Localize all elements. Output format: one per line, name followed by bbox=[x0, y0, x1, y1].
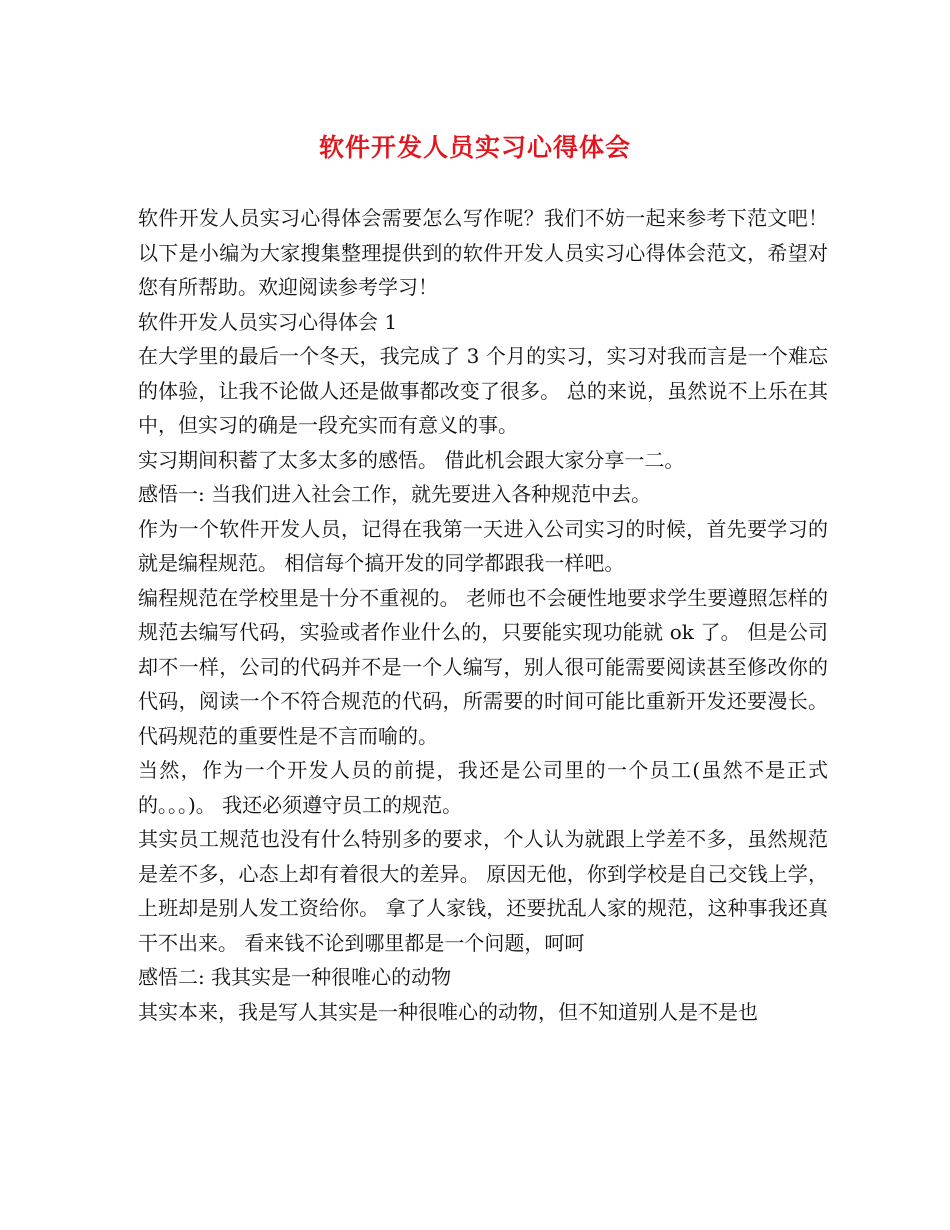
document-title: 软件开发人员实习心得体会 bbox=[318, 133, 631, 162]
paragraph-school-vs-company: 编程规范在学校里是十分不重视的。 老师也不会硬性地要求学生要遵照怎样的规范去编写代码，实验或者作业什么的，只要能实现功能就 ok 了。 但是公司却不一样，公司的代码并不是一个人编写，别人很可能需要阅读甚至修改你的代码，阅读一个不符合规范的代码，所需要的时间可能比重新开发还要漫长。 代码规范的重要性是不言而喻的。 bbox=[138, 585, 828, 748]
insight-two-heading: 感悟二: 我其实是一种很唯心的动物 bbox=[138, 965, 452, 989]
paragraph-idealist: 其实本来，我是写人其实是一种很唯心的动物，但不知道别人是不是也 bbox=[138, 999, 758, 1024]
paragraph-coding-standard: 作为一个软件开发人员，记得在我第一天进入公司实习的时候，首先要学习的就是编程规范。 相信每个搞开发的同学都跟我一样吧。 bbox=[138, 516, 828, 575]
insight-one-heading: 感悟一: 当我们进入社会工作，就先要进入各种规范中去。 bbox=[138, 482, 652, 506]
paragraph-winter-internship: 在大学里的最后一个冬天，我完成了 3 个月的实习，实习对我而言是一个难忘的体验，让我不论做人还是做事都改变了很多。 总的来说，虽然说不上乐在其中，但实习的确是一段充实而有意义的事。 bbox=[138, 344, 828, 437]
paragraph-share: 实习期间积蓄了太多太多的感悟。 借此机会跟大家分享一二。 bbox=[138, 447, 685, 472]
document-body bbox=[138, 201, 828, 1029]
paragraph-intro: 软件开发人员实习心得体会需要怎么写作呢？我们不妨一起来参考下范文吧！以下是小编为大家搜集整理提供到的软件开发人员实习心得体会范文，希望对您有所帮助。欢迎阅读参考学习！ bbox=[138, 206, 828, 299]
paragraph-employee-standards: 其实员工规范也没有什么特别多的要求，个人认为就跟上学差不多，虽然规范是差不多，心态上却有着很大的差异。 原因无他，你到学校是自己交钱上学，上班却是别人发工资给你。 拿了人家钱，还要扰乱人家的规范，这种事我还真干不出来。 看来钱不论到哪里都是一个问题，呵呵 bbox=[138, 827, 828, 955]
paragraph-employee-rules: 当然，作为一个开发人员的前提，我还是公司里的一个员工(虽然不是正式的。。。)。 我还必须遵守员工的规范。 bbox=[138, 758, 828, 817]
section-heading-1: 软件开发人员实习心得体会 1 bbox=[138, 309, 398, 334]
